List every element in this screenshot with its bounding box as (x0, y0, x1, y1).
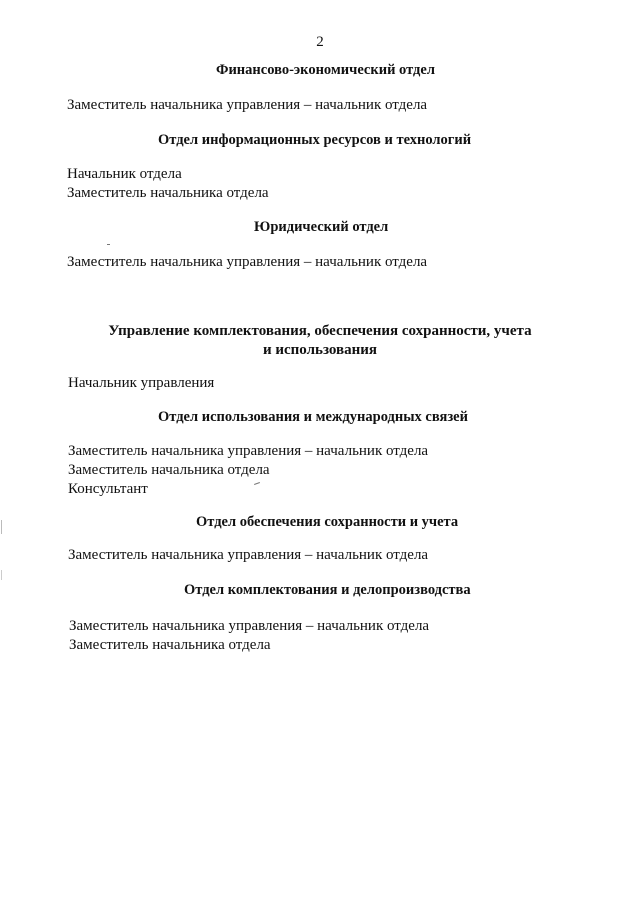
heading-it-department: Отдел информационных ресурсов и технологий (158, 132, 472, 148)
heading-preservation-department: Отдел обеспечения сохранности и учета (196, 514, 459, 530)
position-line: Заместитель начальника отдела (67, 185, 269, 201)
heading-acquisition-department: Отдел комплектования и делопроизводства (184, 582, 471, 598)
heading-legal-department: Юридический отдел (254, 219, 389, 235)
position-line: Заместитель начальника управления – начальник отдела (68, 547, 429, 563)
scan-speck (1, 520, 2, 534)
scan-speck (107, 244, 110, 245)
position-line: Заместитель начальника отдела (68, 462, 270, 478)
position-line: Заместитель начальника управления – начальник отдела (69, 618, 430, 634)
position-line: Заместитель начальника отдела (69, 637, 271, 653)
heading-directorate-line-2: и использования (262, 342, 378, 358)
heading-usage-department: Отдел использования и международных связей (158, 409, 468, 425)
heading-directorate (80, 322, 560, 360)
position-line: Заместитель начальника управления – начальник отдела (67, 254, 428, 270)
position-line: Заместитель начальника управления – начальник отдела (67, 97, 428, 113)
position-line: Начальник управления (68, 375, 215, 391)
heading-financial-department: Финансово-экономический отдел (216, 62, 435, 78)
scan-speck (254, 482, 260, 485)
position-line: Консультант (68, 481, 148, 497)
heading-directorate-line-1: Управление комплектования, обеспечения сохранности, учета (108, 323, 532, 339)
page-number: 2 (316, 34, 324, 50)
position-line: Заместитель начальника управления – начальник отдела (68, 443, 429, 459)
position-line: Начальник отдела (67, 166, 182, 182)
scan-speck (1, 570, 2, 580)
